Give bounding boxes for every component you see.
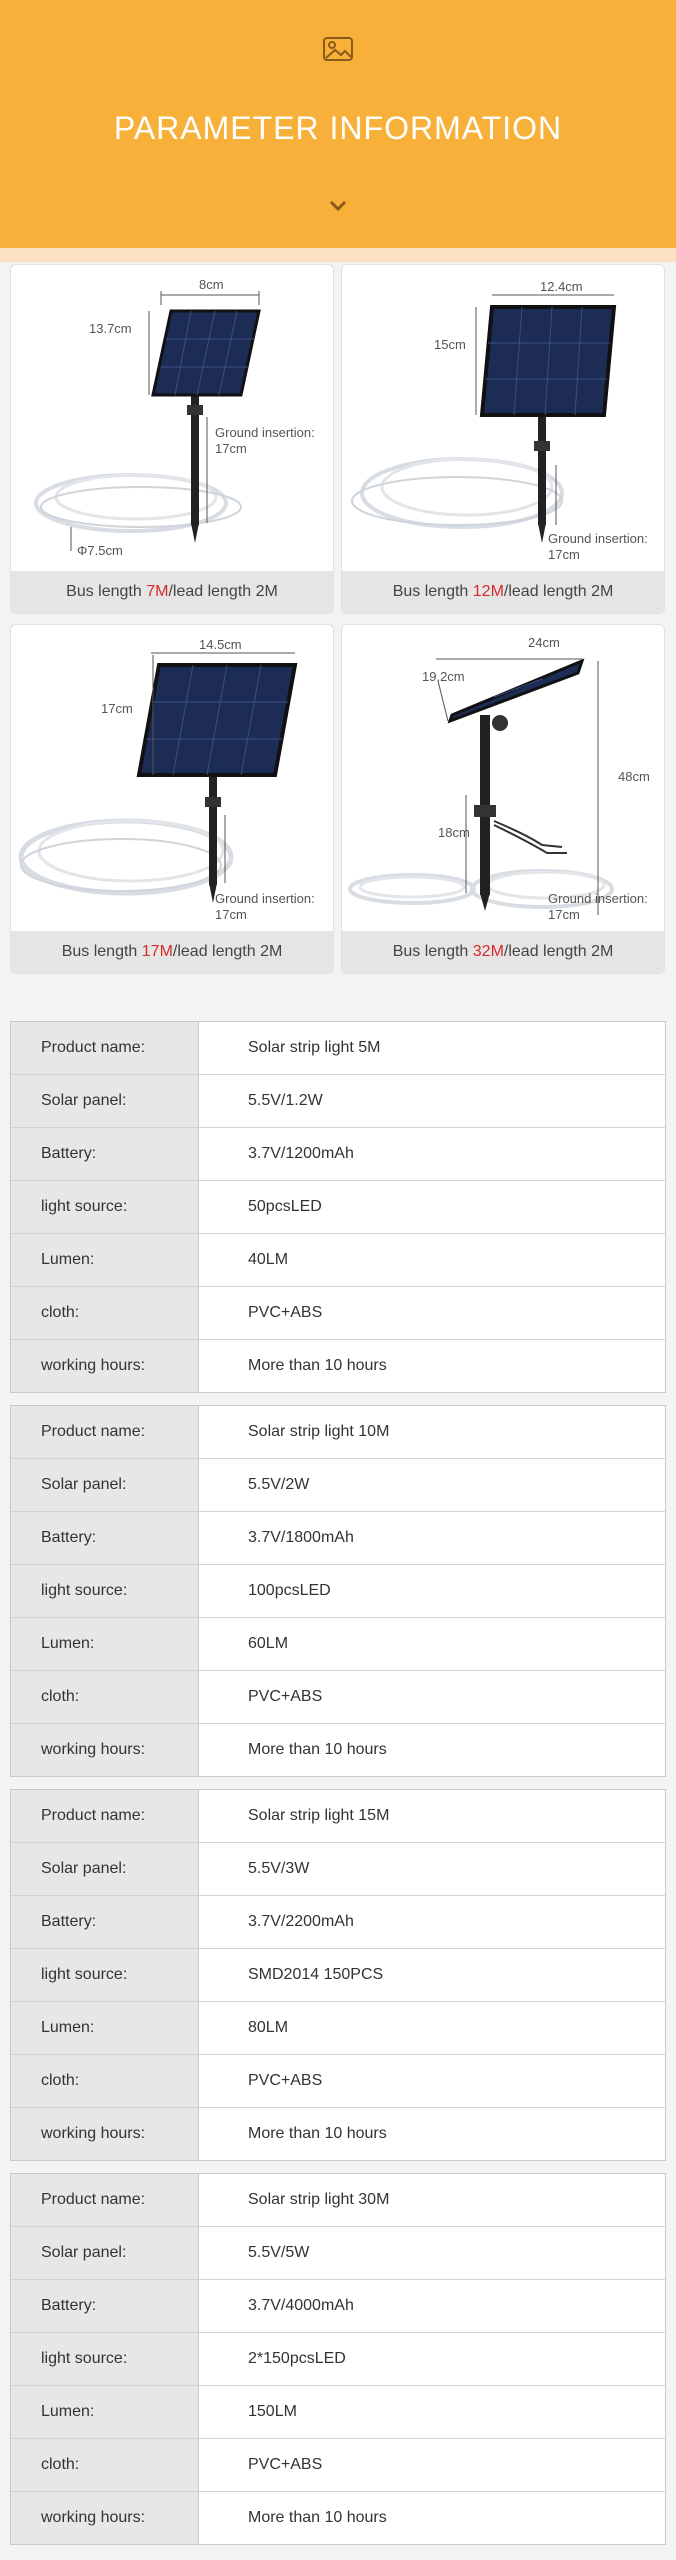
row-value: PVC+ABS: [248, 2456, 323, 2473]
caption-suffix: /lead length 2M: [503, 583, 614, 600]
table-row: [11, 1459, 665, 1512]
row-label: Product name:: [11, 2174, 199, 2226]
row-label: light source:: [11, 1181, 199, 1233]
caption-prefix: Bus length: [66, 583, 147, 600]
ground-insertion-value: 17cm: [548, 547, 580, 562]
row-value: Solar strip light 15M: [248, 1807, 390, 1824]
table-row: [11, 1128, 665, 1181]
row-label: cloth:: [11, 1287, 199, 1339]
row-label: Solar panel:: [11, 2227, 199, 2279]
table-row: [11, 1512, 665, 1565]
product-card-12m: [341, 264, 665, 614]
panel-diagonal-label: 19.2cm: [422, 669, 465, 684]
row-value: 40LM: [248, 1251, 289, 1268]
table-row: [11, 2002, 665, 2055]
row-label: Battery:: [11, 1512, 199, 1564]
table-row: [11, 1287, 665, 1340]
caption-bus-length: 7M: [146, 583, 169, 600]
table-row: [11, 1340, 665, 1392]
row-label: Solar panel:: [11, 1459, 199, 1511]
chevron-down-icon: [328, 198, 348, 214]
diameter-label: Φ7.5cm: [77, 543, 123, 558]
table-row: [11, 2108, 665, 2160]
table-row: [11, 1075, 665, 1128]
panel-width-label: 24cm: [528, 635, 560, 650]
product-card-17m: [10, 624, 334, 974]
product-illustration: [11, 265, 333, 571]
caption-bus-length: 17M: [141, 943, 173, 960]
row-label: working hours:: [11, 1724, 199, 1776]
panel-width-label: 12.4cm: [540, 279, 583, 294]
table-row: [11, 2055, 665, 2108]
row-value: More than 10 hours: [248, 1741, 387, 1758]
row-label: Product name:: [11, 1790, 199, 1842]
row-value: Solar strip light 30M: [248, 2191, 390, 2208]
card-caption: [342, 931, 664, 973]
ground-insertion-label: Ground insertion:: [548, 891, 648, 906]
row-value: More than 10 hours: [248, 1357, 387, 1374]
table-row: [11, 2439, 665, 2492]
table-row: [11, 1565, 665, 1618]
row-label: light source:: [11, 1565, 199, 1617]
row-label: Product name:: [11, 1022, 199, 1074]
table-row: [11, 1949, 665, 2002]
header-divider: [0, 248, 676, 262]
image-icon: [322, 36, 354, 62]
page-title: PARAMETER INFORMATION: [113, 110, 563, 146]
row-value: 3.7V/1200mAh: [248, 1145, 354, 1162]
row-label: Battery:: [11, 1896, 199, 1948]
row-value: 50pcsLED: [248, 1198, 322, 1215]
row-label: Solar panel:: [11, 1843, 199, 1895]
product-card-7m: [10, 264, 334, 614]
card-caption: [11, 571, 333, 613]
row-label: cloth:: [11, 1671, 199, 1723]
stake-height-label: 18cm: [438, 825, 470, 840]
row-value: Solar strip light 5M: [248, 1039, 381, 1056]
ground-insertion-value: 17cm: [215, 441, 247, 456]
caption-suffix: /lead length 2M: [168, 583, 278, 600]
panel-width-label: 14.5cm: [199, 637, 242, 652]
row-label: working hours:: [11, 2492, 199, 2544]
row-value: 5.5V/5W: [248, 2244, 310, 2261]
ground-insertion-value: 17cm: [215, 907, 247, 922]
table-row: [11, 1234, 665, 1287]
caption-prefix: Bus length: [392, 583, 473, 600]
row-label: cloth:: [11, 2439, 199, 2491]
row-label: Product name:: [11, 1406, 199, 1458]
card-caption: [11, 931, 333, 973]
row-value: 2*150pcsLED: [248, 2350, 346, 2367]
table-row: [11, 1724, 665, 1776]
table-row: [11, 1181, 665, 1234]
row-value: PVC+ABS: [248, 2072, 323, 2089]
table-row: [11, 2333, 665, 2386]
row-label: working hours:: [11, 2108, 199, 2160]
row-value: PVC+ABS: [248, 1304, 323, 1321]
caption-bus-length: 12M: [472, 583, 504, 600]
row-value: More than 10 hours: [248, 2125, 387, 2142]
row-label: Lumen:: [11, 1234, 199, 1286]
row-label: Lumen:: [11, 1618, 199, 1670]
product-illustration: [11, 625, 333, 931]
total-height-label: 48cm: [618, 769, 650, 784]
caption-bus-length: 32M: [472, 943, 504, 960]
caption-suffix: /lead length 2M: [503, 943, 614, 960]
ground-insertion-label: Ground insertion:: [215, 425, 315, 440]
row-value: PVC+ABS: [248, 1688, 323, 1705]
header-banner: [0, 0, 676, 248]
row-label: Battery:: [11, 1128, 199, 1180]
spec-table-30m: [10, 2173, 666, 2545]
spec-table-15m: [10, 1789, 666, 2161]
table-row: [11, 1618, 665, 1671]
row-value: 5.5V/1.2W: [248, 1092, 323, 1109]
row-value: 80LM: [248, 2019, 289, 2036]
row-label: Lumen:: [11, 2386, 199, 2438]
row-value: 3.7V/1800mAh: [248, 1529, 354, 1546]
row-label: Solar panel:: [11, 1075, 199, 1127]
row-value: 100pcsLED: [248, 1582, 331, 1599]
table-row: [11, 2492, 665, 2544]
table-row: [11, 1406, 665, 1459]
row-value: SMD2014 150PCS: [248, 1966, 384, 1983]
row-value: More than 10 hours: [248, 2509, 387, 2526]
spec-table-10m: [10, 1405, 666, 1777]
table-row: [11, 1022, 665, 1075]
row-label: cloth:: [11, 2055, 199, 2107]
row-value: Solar strip light 10M: [248, 1423, 390, 1440]
row-label: light source:: [11, 1949, 199, 2001]
product-illustration: [342, 265, 664, 571]
ground-insertion-label: Ground insertion:: [215, 891, 315, 906]
row-label: working hours:: [11, 1340, 199, 1392]
panel-width-label: 8cm: [199, 277, 224, 292]
row-value: 5.5V/2W: [248, 1476, 310, 1493]
panel-height-label: 13.7cm: [89, 321, 132, 336]
row-value: 3.7V/4000mAh: [248, 2297, 354, 2314]
product-card-32m: [341, 624, 665, 974]
row-label: light source:: [11, 2333, 199, 2385]
row-value: 5.5V/3W: [248, 1860, 310, 1877]
table-row: [11, 2386, 665, 2439]
panel-height-label: 17cm: [101, 701, 133, 716]
caption-prefix: Bus length: [61, 943, 142, 960]
table-row: [11, 2280, 665, 2333]
table-row: [11, 2174, 665, 2227]
row-label: Lumen:: [11, 2002, 199, 2054]
row-value: 60LM: [248, 1635, 289, 1652]
caption-prefix: Bus length: [392, 943, 473, 960]
ground-insertion-value: 17cm: [548, 907, 580, 922]
ground-insertion-label: Ground insertion:: [548, 531, 648, 546]
panel-height-label: 15cm: [434, 337, 466, 352]
table-row: [11, 2227, 665, 2280]
table-row: [11, 1896, 665, 1949]
row-value: 150LM: [248, 2403, 297, 2420]
product-illustration: [342, 625, 664, 931]
table-row: [11, 1790, 665, 1843]
spec-table-5m: [10, 1021, 666, 1393]
row-label: Battery:: [11, 2280, 199, 2332]
table-row: [11, 1671, 665, 1724]
row-value: 3.7V/2200mAh: [248, 1913, 354, 1930]
card-caption: [342, 571, 664, 613]
caption-suffix: /lead length 2M: [172, 943, 283, 960]
table-row: [11, 1843, 665, 1896]
